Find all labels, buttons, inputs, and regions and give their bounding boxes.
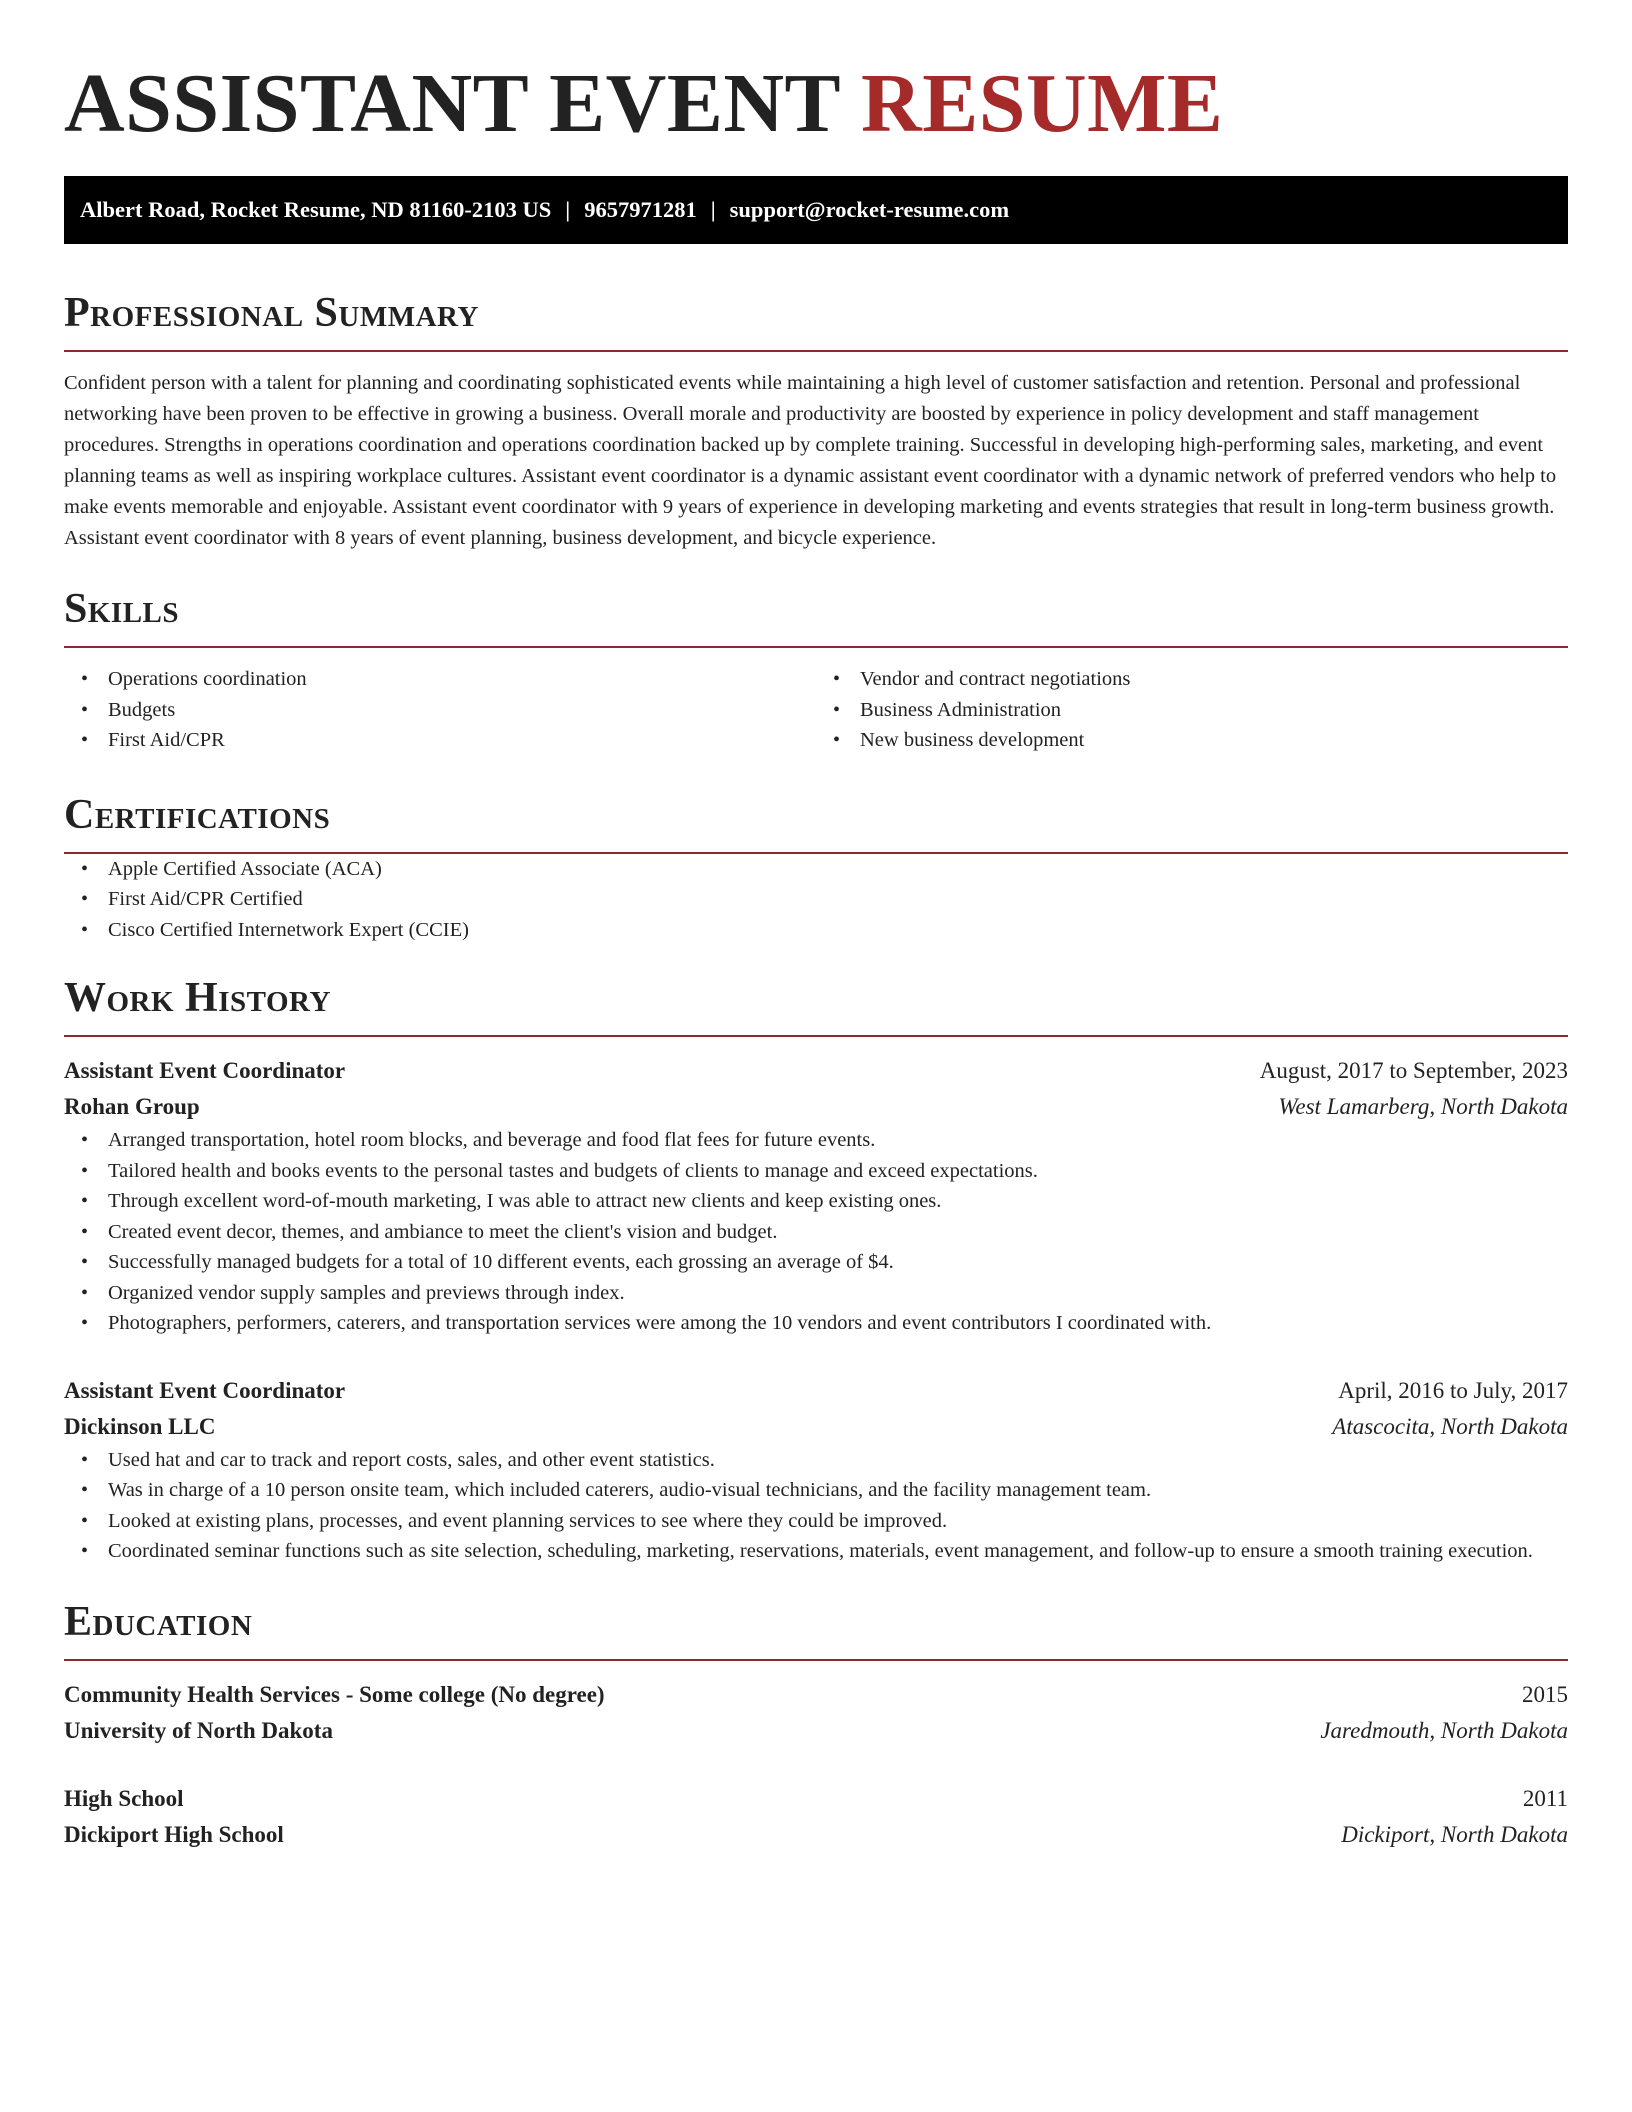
- job-location: West Lamarberg, North Dakota: [1278, 1094, 1568, 1119]
- job-bullets: [64, 1125, 1568, 1339]
- bullet-icon: •: [81, 1540, 89, 1562]
- education-degree: Community Health Services - Some college (No degree): [64, 1681, 605, 1707]
- job-bullet: • Organized vendor supply samples and previews through index.: [64, 1278, 1568, 1309]
- job-company-row: [64, 1089, 1568, 1125]
- job-header-row: [64, 1373, 1568, 1409]
- bullet-icon: •: [81, 1448, 89, 1471]
- bullet-icon: •: [81, 1479, 89, 1501]
- summary-heading: Professional Summary: [64, 288, 1568, 352]
- contact-separator: |: [710, 197, 716, 222]
- title-accent: RESUME: [861, 57, 1224, 150]
- bullet-icon: •: [833, 668, 841, 690]
- title-main: ASSISTANT EVENT: [64, 57, 840, 150]
- job-bullet: • Used hat and car to track and report costs, sales, and other event statistics.: [64, 1445, 1568, 1476]
- education-school: Dickiport High School: [64, 1821, 284, 1847]
- education-entry: [64, 1781, 1568, 1853]
- job-bullet: • Through excellent word-of-mouth marketing, I was able to attract new clients and keep existing ones.: [64, 1186, 1568, 1217]
- job-header-row: [64, 1053, 1568, 1089]
- education-school-row: [64, 1713, 1568, 1749]
- skills-column-left: [64, 664, 816, 756]
- education-year: 2015: [1522, 1681, 1568, 1707]
- job-entry: [64, 1053, 1568, 1339]
- education-school: University of North Dakota: [64, 1717, 333, 1743]
- education-degree-row: [64, 1781, 1568, 1817]
- job-bullet: • Created event decor, themes, and ambiance to meet the client's vision and budget.: [64, 1217, 1568, 1248]
- education-degree: High School: [64, 1785, 184, 1811]
- bullet-icon: •: [81, 1220, 89, 1243]
- job-company: Dickinson LLC: [64, 1413, 216, 1439]
- bullet-icon: •: [81, 1129, 89, 1151]
- certifications-list: [64, 854, 1568, 946]
- education-location: Jaredmouth, North Dakota: [1320, 1717, 1568, 1743]
- job-entry: [64, 1373, 1568, 1567]
- bullet-icon: •: [81, 888, 89, 910]
- job-bullet: • Photographers, performers, caterers, and transportation services were among the 10 vendors and event contributors I coordinated with.: [64, 1308, 1568, 1339]
- job-company-row: [64, 1409, 1568, 1445]
- summary-text: Confident person with a talent for planning and coordinating sophisticated events while maintaining a high level of customer satisfaction and retention. Personal and professional networking have been proven to be effective in growing a business. Overall morale and productivity are boosted by experience in policy development and staff management procedures. Strengths in operations coordination and operations coordination backed up by complete training. Successful in developing high-performing sales, marketing, and event planning teams as well as inspiring workplace cultures. Assistant event coordinator is a dynamic assistant event coordinator with a dynamic network of preferred vendors who help to make events memorable and enjoyable. Assistant event coordinator with 9 years of experience in developing marketing and events strategies that result in long-term business growth. Assistant event coordinator with 8 years of event planning, business development, and bicycle experience.: [64, 372, 1557, 549]
- job-bullet: • Was in charge of a 10 person onsite team, which included caterers, audio-visual technicians, and the facility management team.: [64, 1475, 1568, 1506]
- bullet-icon: •: [81, 1251, 89, 1273]
- skills-column-right: [816, 664, 1568, 756]
- bullet-icon: •: [81, 1159, 89, 1182]
- job-title: Assistant Event Coordinator: [64, 1058, 346, 1083]
- skills-grid: [64, 664, 1568, 756]
- job-bullet: • Successfully managed budgets for a total of 10 different events, each grossing an average of $4.: [64, 1247, 1568, 1278]
- skill-item: • Vendor and contract negotiations: [816, 664, 1568, 695]
- skill-item: • New business development: [816, 725, 1568, 756]
- contact-address: Albert Road, Rocket Resume, ND 81160-2103 US: [80, 197, 552, 222]
- bullet-icon: •: [81, 729, 89, 751]
- bullet-icon: •: [81, 1312, 89, 1334]
- bullet-icon: •: [81, 857, 89, 880]
- bullet-icon: •: [81, 668, 89, 690]
- job-bullet: • Coordinated seminar functions such as site selection, scheduling, marketing, reservations, materials, event management, and follow-up to ensure a smooth training execution.: [64, 1536, 1568, 1567]
- education-location: Dickiport, North Dakota: [1341, 1821, 1568, 1847]
- certification-item: • First Aid/CPR Certified: [64, 884, 1568, 915]
- bullet-icon: •: [81, 1509, 89, 1532]
- job-bullet: • Looked at existing plans, processes, and event planning services to see where they could be improved.: [64, 1506, 1568, 1537]
- work-history-heading: Work History: [64, 973, 1568, 1037]
- certifications-heading: Certifications: [64, 790, 1568, 854]
- job-title: Assistant Event Coordinator: [64, 1377, 346, 1403]
- contact-email: support@rocket-resume.com: [729, 197, 1010, 222]
- certification-item: • Apple Certified Associate (ACA): [64, 854, 1568, 885]
- bullet-icon: •: [833, 698, 841, 721]
- education-heading: Education: [64, 1597, 1568, 1661]
- education-degree-row: [64, 1677, 1568, 1713]
- skills-heading: Skills: [64, 584, 1568, 648]
- contact-phone: 9657971281: [584, 197, 697, 222]
- job-dates: April, 2016 to July, 2017: [1338, 1377, 1568, 1403]
- job-bullet: • Tailored health and books events to the personal tastes and budgets of clients to manage and exceed expectations.: [64, 1156, 1568, 1187]
- education-school-row: [64, 1817, 1568, 1853]
- skill-item: • Budgets: [64, 695, 816, 726]
- job-bullets: [64, 1445, 1568, 1567]
- skill-item: • Business Administration: [816, 695, 1568, 726]
- bullet-icon: •: [81, 918, 89, 941]
- contact-separator: |: [565, 197, 571, 222]
- skill-item: • First Aid/CPR: [64, 725, 816, 756]
- resume-title: [64, 0, 1568, 150]
- bullet-icon: •: [81, 1281, 89, 1304]
- education-year: 2011: [1522, 1785, 1568, 1811]
- bullet-icon: •: [81, 698, 89, 721]
- job-bullet: • Arranged transportation, hotel room blocks, and beverage and food flat fees for future events.: [64, 1125, 1568, 1156]
- job-company: Rohan Group: [64, 1094, 200, 1119]
- job-location: Atascocita, North Dakota: [1332, 1413, 1568, 1439]
- certification-item: • Cisco Certified Internetwork Expert (CCIE): [64, 915, 1568, 946]
- bullet-icon: •: [81, 1190, 89, 1212]
- education-entry: [64, 1677, 1568, 1749]
- skill-item: • Operations coordination: [64, 664, 816, 695]
- job-dates: August, 2017 to September, 2023: [1259, 1058, 1568, 1083]
- contact-bar: [64, 176, 1568, 244]
- bullet-icon: •: [833, 729, 841, 751]
